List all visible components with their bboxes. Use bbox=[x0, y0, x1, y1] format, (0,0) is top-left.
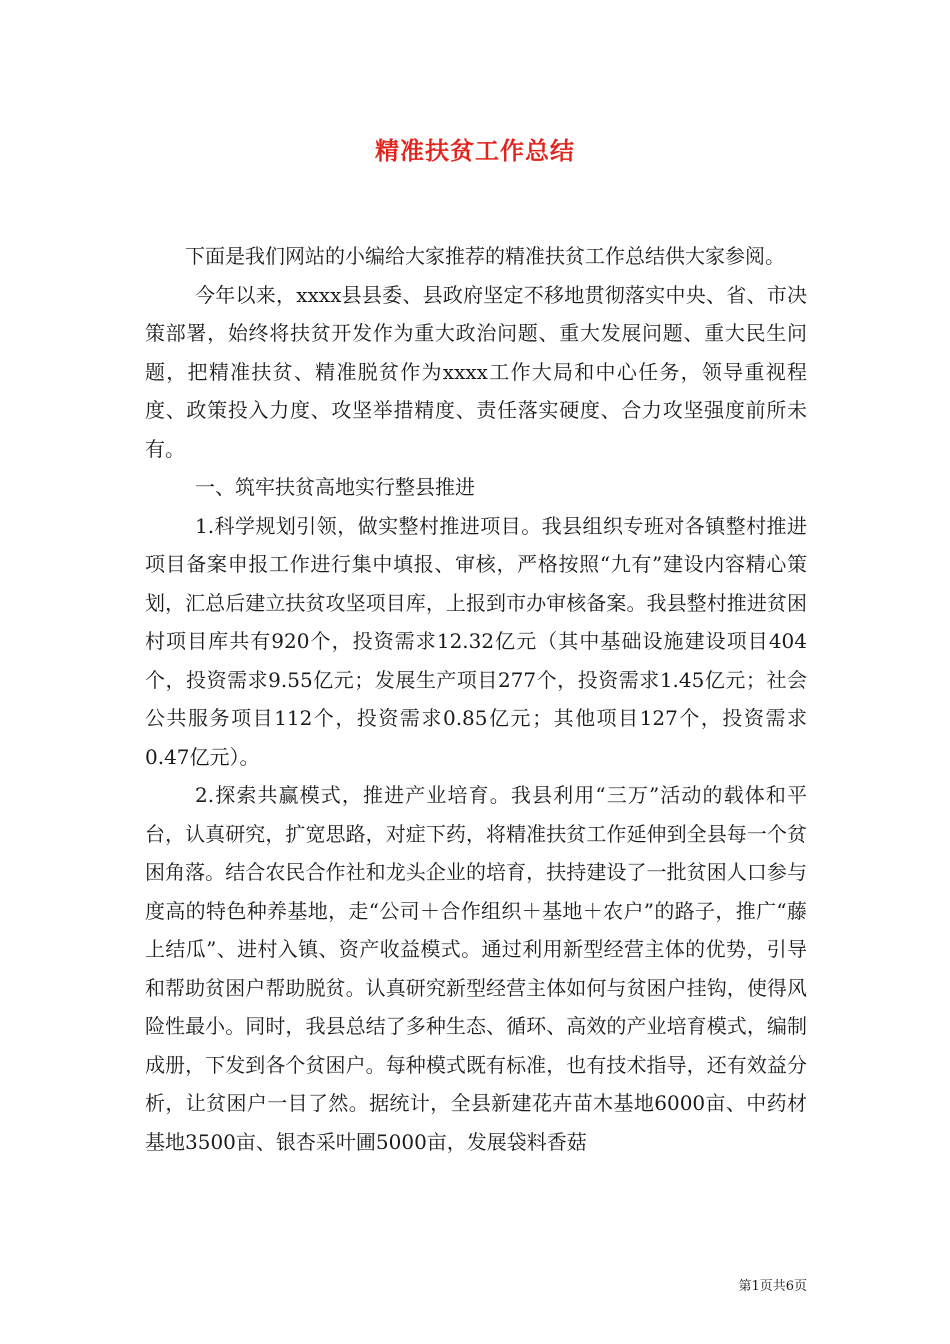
page-title: 精准扶贫工作总结 bbox=[375, 136, 575, 165]
document-body bbox=[145, 237, 807, 1161]
paragraph-overview: 今年以来，xxxx县县委、县政府坚定不移地贯彻落实中央、省、市决策部署，始终将扶贫开发作为重大政治问题、重大发展问题、重大民生问题，把精准扶贫、精准脱贫作为xxxx工作大局和中心任务，领导重视程度、政策投入力度、攻坚举措精度、责任落实硬度、合力攻坚强度前所未有。 bbox=[145, 282, 807, 461]
section-heading: 一、筑牢扶贫高地实行整县推进 bbox=[195, 475, 475, 499]
paragraph-item-1: 1.科学规划引领，做实整村推进项目。我县组织专班对各镇整村推进项目备案申报工作进行集中填报、审核，严格按照“九有”建设内容精心策划，汇总后建立扶贫攻坚项目库，上报到市办审核备案。我县整村推进贫困村项目库共有920个，投资需求12.32亿元（其中基础设施建设项目404个，投资需求9.55亿元；发展生产项目277个，投资需求1.45亿元；社会公共服务项目112个，投资需求0.85亿元；其他项目127个，投资需求0.47亿元）。 bbox=[145, 513, 807, 769]
paragraph-intro: 下面是我们网站的小编给大家推荐的精准扶贫工作总结供大家参阅。 bbox=[185, 244, 785, 268]
paragraph-item-2: 2.探索共赢模式，推进产业培育。我县利用“三万”活动的载体和平台，认真研究，扩宽思路，对症下药，将精准扶贫工作延伸到全县每一个贫困角落。结合农民合作社和龙头企业的培育，扶持建设了一批贫困人口参与度高的特色种养基地，走“公司＋合作组织＋基地＋农户”的路子，推广“藤上结瓜”、进村入镇、资产收益模式。通过利用新型经营主体的优势，引导和帮助贫困户帮助脱贫。认真研究新型经营主体如何与贫困户挂钩，使得风险性最小。同时，我县总结了多种生态、循环、高效的产业培育模式，编制成册，下发到各个贫困户。每种模式既有标准，也有技术指导，还有效益分析，让贫困户一目了然。据统计，全县新建花卉苗木基地6000亩、中药材基地3500亩、银杏采叶圃5000亩，发展袋料香菇 bbox=[145, 783, 807, 1154]
page-number: 第1页共6页 bbox=[738, 1279, 807, 1294]
